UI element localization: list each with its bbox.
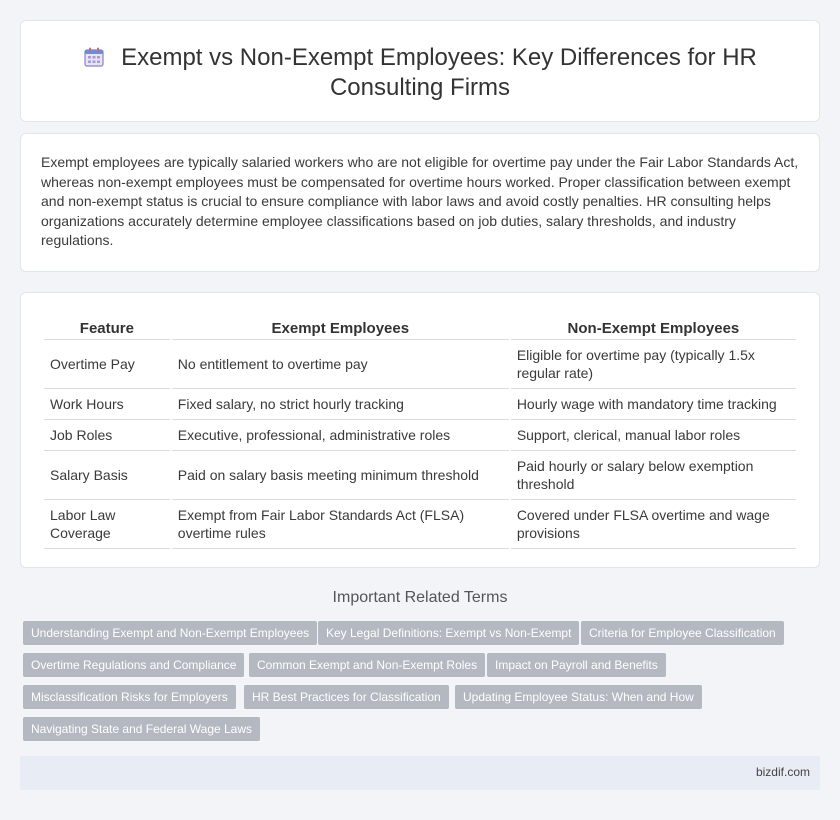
table-row — [44, 389, 796, 420]
non-exempt-cell: Paid hourly or salary below exemption threshold — [511, 451, 796, 500]
related-tag[interactable]: Common Exempt and Non-Exempt Roles — [249, 653, 485, 677]
calendar-icon — [83, 46, 105, 68]
table-row — [44, 451, 796, 500]
header-exempt: Exempt Employees — [172, 314, 509, 340]
page-title-wrap — [21, 43, 819, 103]
comparison-table — [42, 314, 798, 549]
related-tag[interactable]: Understanding Exempt and Non-Exempt Employees — [23, 621, 317, 645]
related-tag[interactable]: Misclassification Risks for Employers — [23, 685, 236, 709]
exempt-cell: Paid on salary basis meeting minimum threshold — [172, 451, 509, 500]
related-terms-title: Important Related Terms — [332, 589, 508, 606]
exempt-cell: Executive, professional, administrative roles — [172, 420, 509, 451]
feature-cell: Labor Law Coverage — [44, 500, 170, 549]
footer — [20, 756, 820, 790]
related-tag[interactable]: Criteria for Employee Classification — [581, 621, 784, 645]
table-row — [44, 420, 796, 451]
non-exempt-cell: Hourly wage with mandatory time tracking — [511, 389, 796, 420]
related-tag[interactable]: HR Best Practices for Classification — [244, 685, 449, 709]
related-tag[interactable]: Navigating State and Federal Wage Laws — [23, 717, 260, 741]
related-tag[interactable]: Updating Employee Status: When and How — [455, 685, 702, 709]
feature-cell: Salary Basis — [44, 451, 170, 500]
feature-cell: Work Hours — [44, 389, 170, 420]
exempt-cell: No entitlement to overtime pay — [172, 340, 509, 389]
exempt-cell: Exempt from Fair Labor Standards Act (FLSA) overtime rules — [172, 500, 509, 549]
page-title: Exempt vs Non-Exempt Employees: Key Differences for HR Consulting Firms — [121, 44, 757, 101]
footer-brand[interactable]: bizdif.com — [755, 765, 810, 779]
feature-cell: Job Roles — [44, 420, 170, 451]
intro-card — [20, 133, 820, 272]
table-row — [44, 500, 796, 549]
header-non-exempt: Non-Exempt Employees — [511, 314, 796, 340]
intro-paragraph: Exempt employees are typically salaried workers who are not eligible for overtime pay under the Fair Labor Standards Act, whereas non-exempt employees must be compensated for overtime hours worked. Proper classification between exempt and non-exempt status is crucial to ensure compliance with labor laws and avoid costly penalties. HR consulting helps organizations accurately determine employee classifications based on job duties, salary thresholds, and industry regulations. — [41, 154, 799, 249]
related-tag[interactable]: Overtime Regulations and Compliance — [23, 653, 244, 677]
header-feature: Feature — [44, 314, 170, 340]
exempt-cell: Fixed salary, no strict hourly tracking — [172, 389, 509, 420]
non-exempt-cell: Eligible for overtime pay (typically 1.5x regular rate) — [511, 340, 796, 389]
related-tag[interactable]: Key Legal Definitions: Exempt vs Non-Exempt — [318, 621, 579, 645]
non-exempt-cell: Support, clerical, manual labor roles — [511, 420, 796, 451]
feature-cell: Overtime Pay — [44, 340, 170, 389]
table-header-row — [44, 314, 796, 340]
non-exempt-cell: Covered under FLSA overtime and wage provisions — [511, 500, 796, 549]
comparison-table-card — [20, 292, 820, 568]
related-tag[interactable]: Impact on Payroll and Benefits — [487, 653, 666, 677]
title-card — [20, 20, 820, 122]
table-row — [44, 340, 796, 389]
